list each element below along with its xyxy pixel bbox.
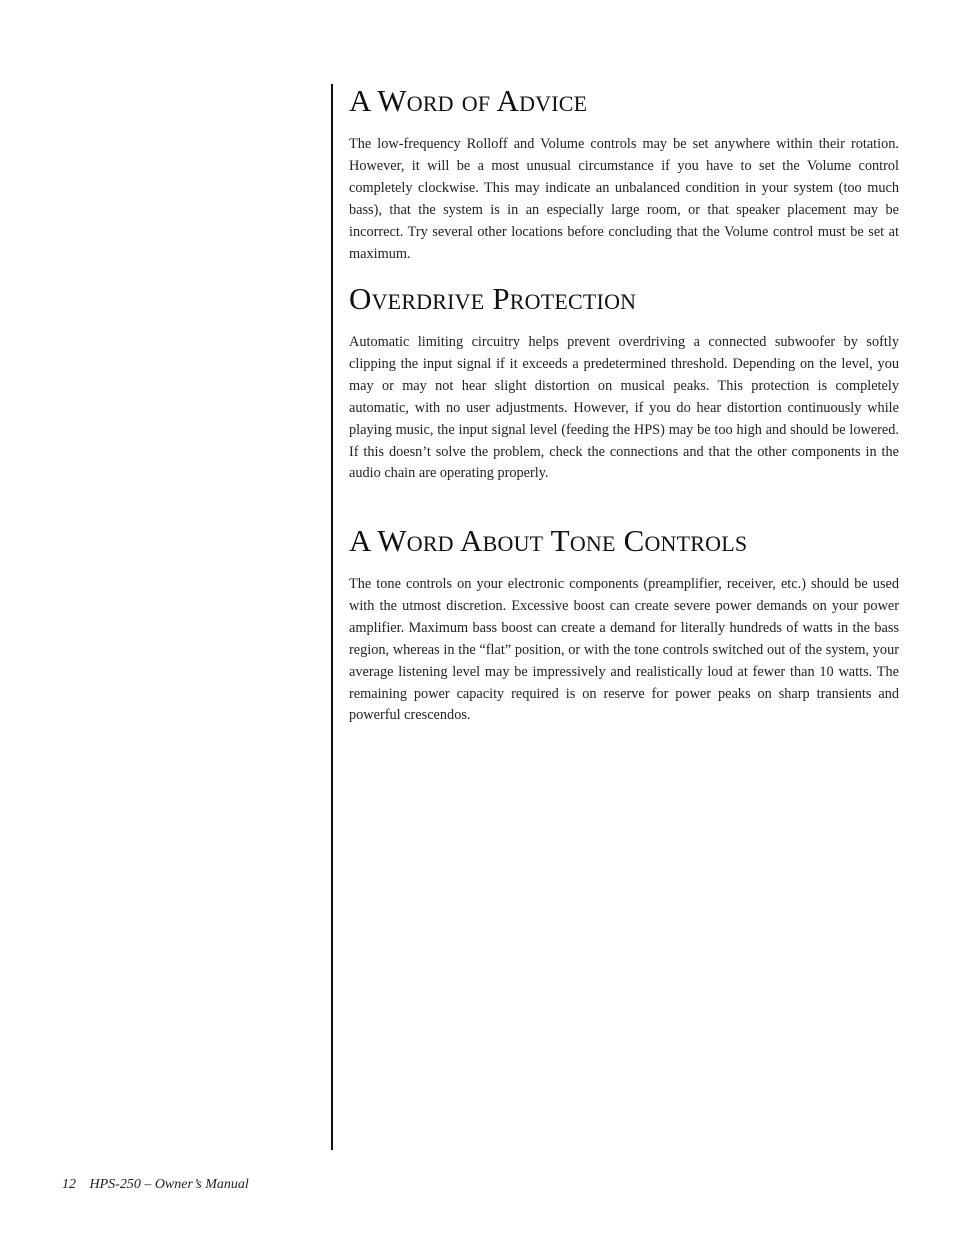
section-word-of-advice xyxy=(349,82,899,265)
section-heading: A Word About Tone Controls xyxy=(349,523,748,558)
section-overdrive-protection xyxy=(349,280,899,485)
section-body: The tone controls on your electronic components (preamplifier, receiver, etc.) should be used with the utmost discretion. Excessive boost can create severe power demands on your power amplifier. Maximum bass boost can create a demand for literally hundreds of watts in the bass region, whereas in the “flat” position, or with the tone controls switched out of the system, your average listening level may be impressively and realistically loud at fewer than 10 watts. The remaining power capacity required is on reserve for power peaks on sharp transients and powerful crescendos. xyxy=(349,576,899,724)
manual-title: HPS-250 – Owner’s Manual xyxy=(89,1177,249,1192)
section-body: Automatic limiting circuitry helps prevent overdriving a connected subwoofer by softly clipping the input signal if it exceeds a predetermined threshold. Depending on the level, you may or may not hear slight distortion on musical peaks. This protection is completely automatic, with no user adjustments. However, if you do hear distortion continuously while playing music, the input signal level (feeding the HPS) may be too high and should be lowered. If this doesn’t solve the problem, check the connections and that the other components in the audio chain are operating properly. xyxy=(349,334,899,482)
section-body: The low-frequency Rolloff and Volume controls may be set anywhere within their rotation. However, it will be a most unusual circumstance if you have to set the Volume control completely clockwise. This may indicate an unbalanced condition in your system (too much bass), that the system is in an especially large room, or that speaker placement may be incorrect. Try several other locations before concluding that the Volume control must be set at maximum. xyxy=(349,136,899,262)
section-heading: Overdrive Protection xyxy=(349,281,637,316)
section-tone-controls xyxy=(349,522,899,727)
page-number: 12 xyxy=(62,1177,76,1192)
vertical-rule xyxy=(331,84,333,1150)
page-footer xyxy=(62,1177,249,1193)
section-heading: A Word of Advice xyxy=(349,83,588,118)
